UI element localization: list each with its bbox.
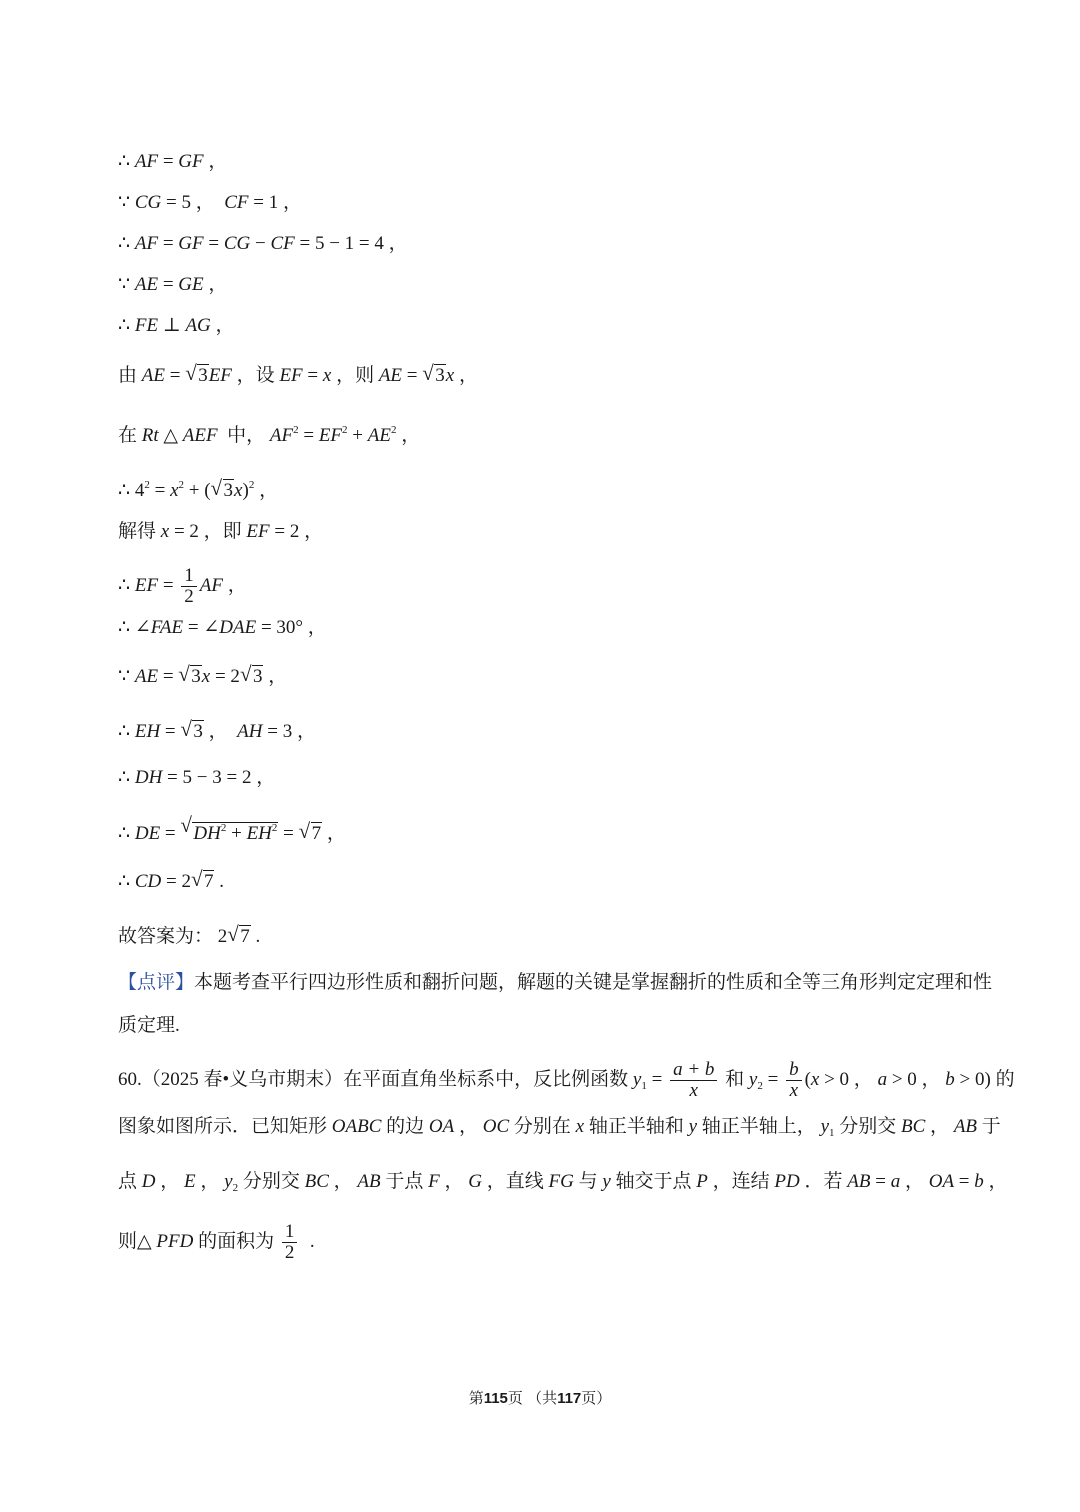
problem-line-4: 则△ PFD 的面积为 $\frac{1}{2}$ . <box>118 1221 315 1263</box>
comment-text: 本题考查平行四边形性质和翻折问题，解题的关键是掌握翻折的性质和全等三角形判定定理和性 <box>194 972 993 993</box>
solution-line-5: ∴ FE ⊥ AG ， <box>118 315 235 336</box>
total-pages: 117 <box>557 1390 582 1407</box>
page-footer <box>0 1387 1080 1408</box>
solution-line-12: ∵ AE = √ 3x = 2√ 3 ， <box>118 665 287 689</box>
solution-line-15: ∴ DE = √ $DH^2 + EH^2$ = √ 7 ， <box>118 816 346 846</box>
solution-line-13: ∴ EH = √ 3 ， AH = 3 ， <box>118 720 316 744</box>
problem-line-2: 图象如图所示．已知矩形 OABC 的边 OA ， OC 分别在 x 轴正半轴和 y 轴正半轴上， $y_1$ 分别交 BC ， AB 于 <box>118 1116 1001 1139</box>
solution-line-9: 解得 x = 2 ，即 EF = 2 ， <box>118 521 324 542</box>
solution-line-2: ∵ CG = 5 ， CF = 1 ， <box>118 192 302 213</box>
problem-number: 60. <box>118 1068 142 1090</box>
solution-answer: 故答案为： 2√ 7 . <box>118 925 260 949</box>
problem-source: （2025 春•义乌市期末） <box>141 1068 344 1090</box>
solution-line-11: ∴ ∠FAE = ∠DAE = 30° ， <box>118 617 327 638</box>
footer-prefix: 第 <box>468 1390 484 1407</box>
current-page: 115 <box>483 1390 508 1407</box>
solution-line-6: 由 AE = √ 3EF ，设 EF = x ，则 AE = √ 3x ， <box>118 364 478 388</box>
solution-line-10: ∴ EF = $\frac{1}{2}$ AF ， <box>118 565 247 607</box>
solution-line-1: ∴ AF = GF ， <box>118 151 228 172</box>
footer-mid: 页 （共 <box>507 1390 558 1407</box>
footer-suffix: 页） <box>581 1390 612 1407</box>
solution-line-8: ∴ $4^2 = x^2$ + (√ 3x)$^2$ ， <box>118 473 278 503</box>
solution-line-14: ∴ DH = 5 − 3 = 2 ， <box>118 767 276 788</box>
comment-tag: 【点评】 <box>118 972 195 993</box>
solution-line-3: ∴ AF = GF = CG − CF = 5 − 1 = 4 ， <box>118 233 408 254</box>
comment-text-2: 质定理. <box>118 1015 180 1036</box>
solution-line-7: 在 Rt △ AEF 中， $AF^2 = EF^2 + AE^2$ ， <box>118 424 421 446</box>
comment-line-2 <box>118 1014 180 1038</box>
comment-line-1 <box>118 971 992 995</box>
problem-line-3: 点 D ， E ， $y_2$ 分别交 BC ， AB 于点 F ， G ，直线 FG 与 y 轴交于点 P ，连结 PD ．若 AB = a ， OA = b ， <box>118 1171 1008 1194</box>
problem-line-1: 60.（2025 春•义乌市期末）在平面直角坐标系中，反比例函数 $y_1$ = $\frac{a + b}{x}$ 和 $y_2$ = $\frac{b}{x}$ (x > 0 ， a > 0 ， b > 0) 的 <box>118 1059 1015 1101</box>
solution-line-16: ∴ CD = 2√ 7 . <box>118 870 224 894</box>
solution-line-4: ∵ AE = GE ， <box>118 274 228 295</box>
